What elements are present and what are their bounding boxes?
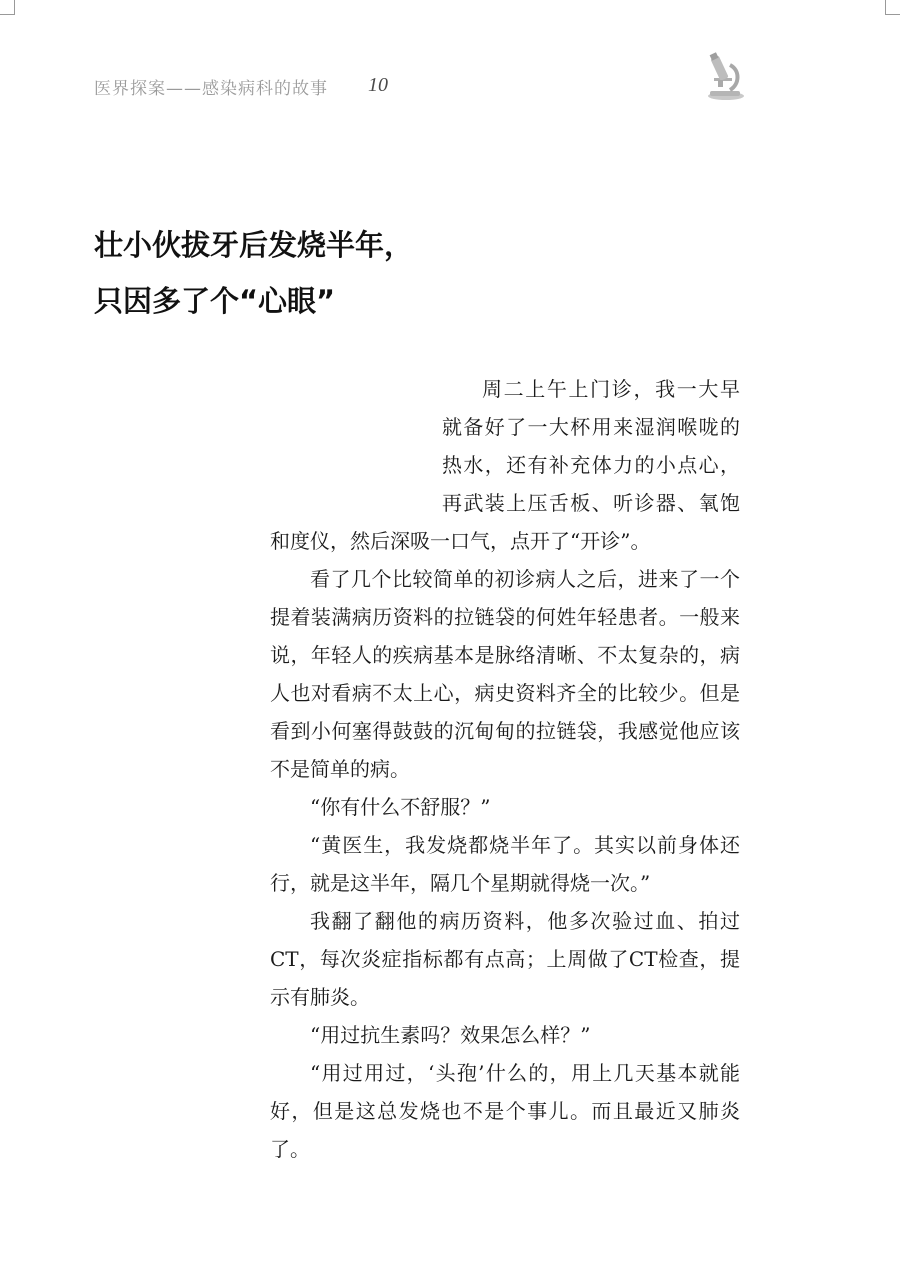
body-text	[270, 370, 740, 1168]
paragraph: “用过抗生素吗？效果怎么样？”	[310, 1023, 591, 1047]
crop-mark-top-left	[0, 0, 15, 15]
crop-mark-top-right	[885, 0, 900, 15]
paragraph: “用过用过，‘头孢’什么的，用上几天基本就能好，但是这总发烧也不是个事儿。而且最近又肺炎了。	[270, 1061, 740, 1161]
paragraph: 我翻了翻他的病历资料，他多次验过血、拍过CT，每次炎症指标都有点高；上周做了CT检查，提示有肺炎。	[270, 909, 740, 1009]
paragraph: 周二上午上门诊，我一大早就备好了一大杯用来湿润喉咙的热水，还有补充体力的小点心，再武装上压舌板、听诊器、氧饱和度仪，然后深吸一口气，点开了“开诊”。	[270, 377, 740, 553]
chapter-title-line-2: 只因多了个“心眼”	[94, 284, 336, 318]
illustration-space	[270, 370, 442, 522]
paragraph: “黄医生，我发烧都烧半年了。其实以前身体还行，就是这半年，隔几个星期就得烧一次。”	[270, 833, 740, 895]
page-number: 10	[368, 74, 388, 96]
running-head-title: 医界探案——感染病科的故事	[94, 79, 328, 99]
microscope-icon	[700, 50, 748, 102]
chapter-title-line-1: 壮小伙拔牙后发烧半年，	[94, 228, 414, 262]
chapter-title	[94, 217, 413, 329]
paragraph: 看了几个比较简单的初诊病人之后，进来了一个提着装满病历资料的拉链袋的何姓年轻患者。一般来说，年轻人的疾病基本是脉络清晰、不太复杂的，病人也对看病不太上心，病史资料齐全的比较少。但是看到小何塞得鼓鼓的沉甸甸的拉链袋，我感觉他应该不是简单的病。	[270, 567, 740, 781]
paragraph: “你有什么不舒服？”	[310, 795, 491, 819]
